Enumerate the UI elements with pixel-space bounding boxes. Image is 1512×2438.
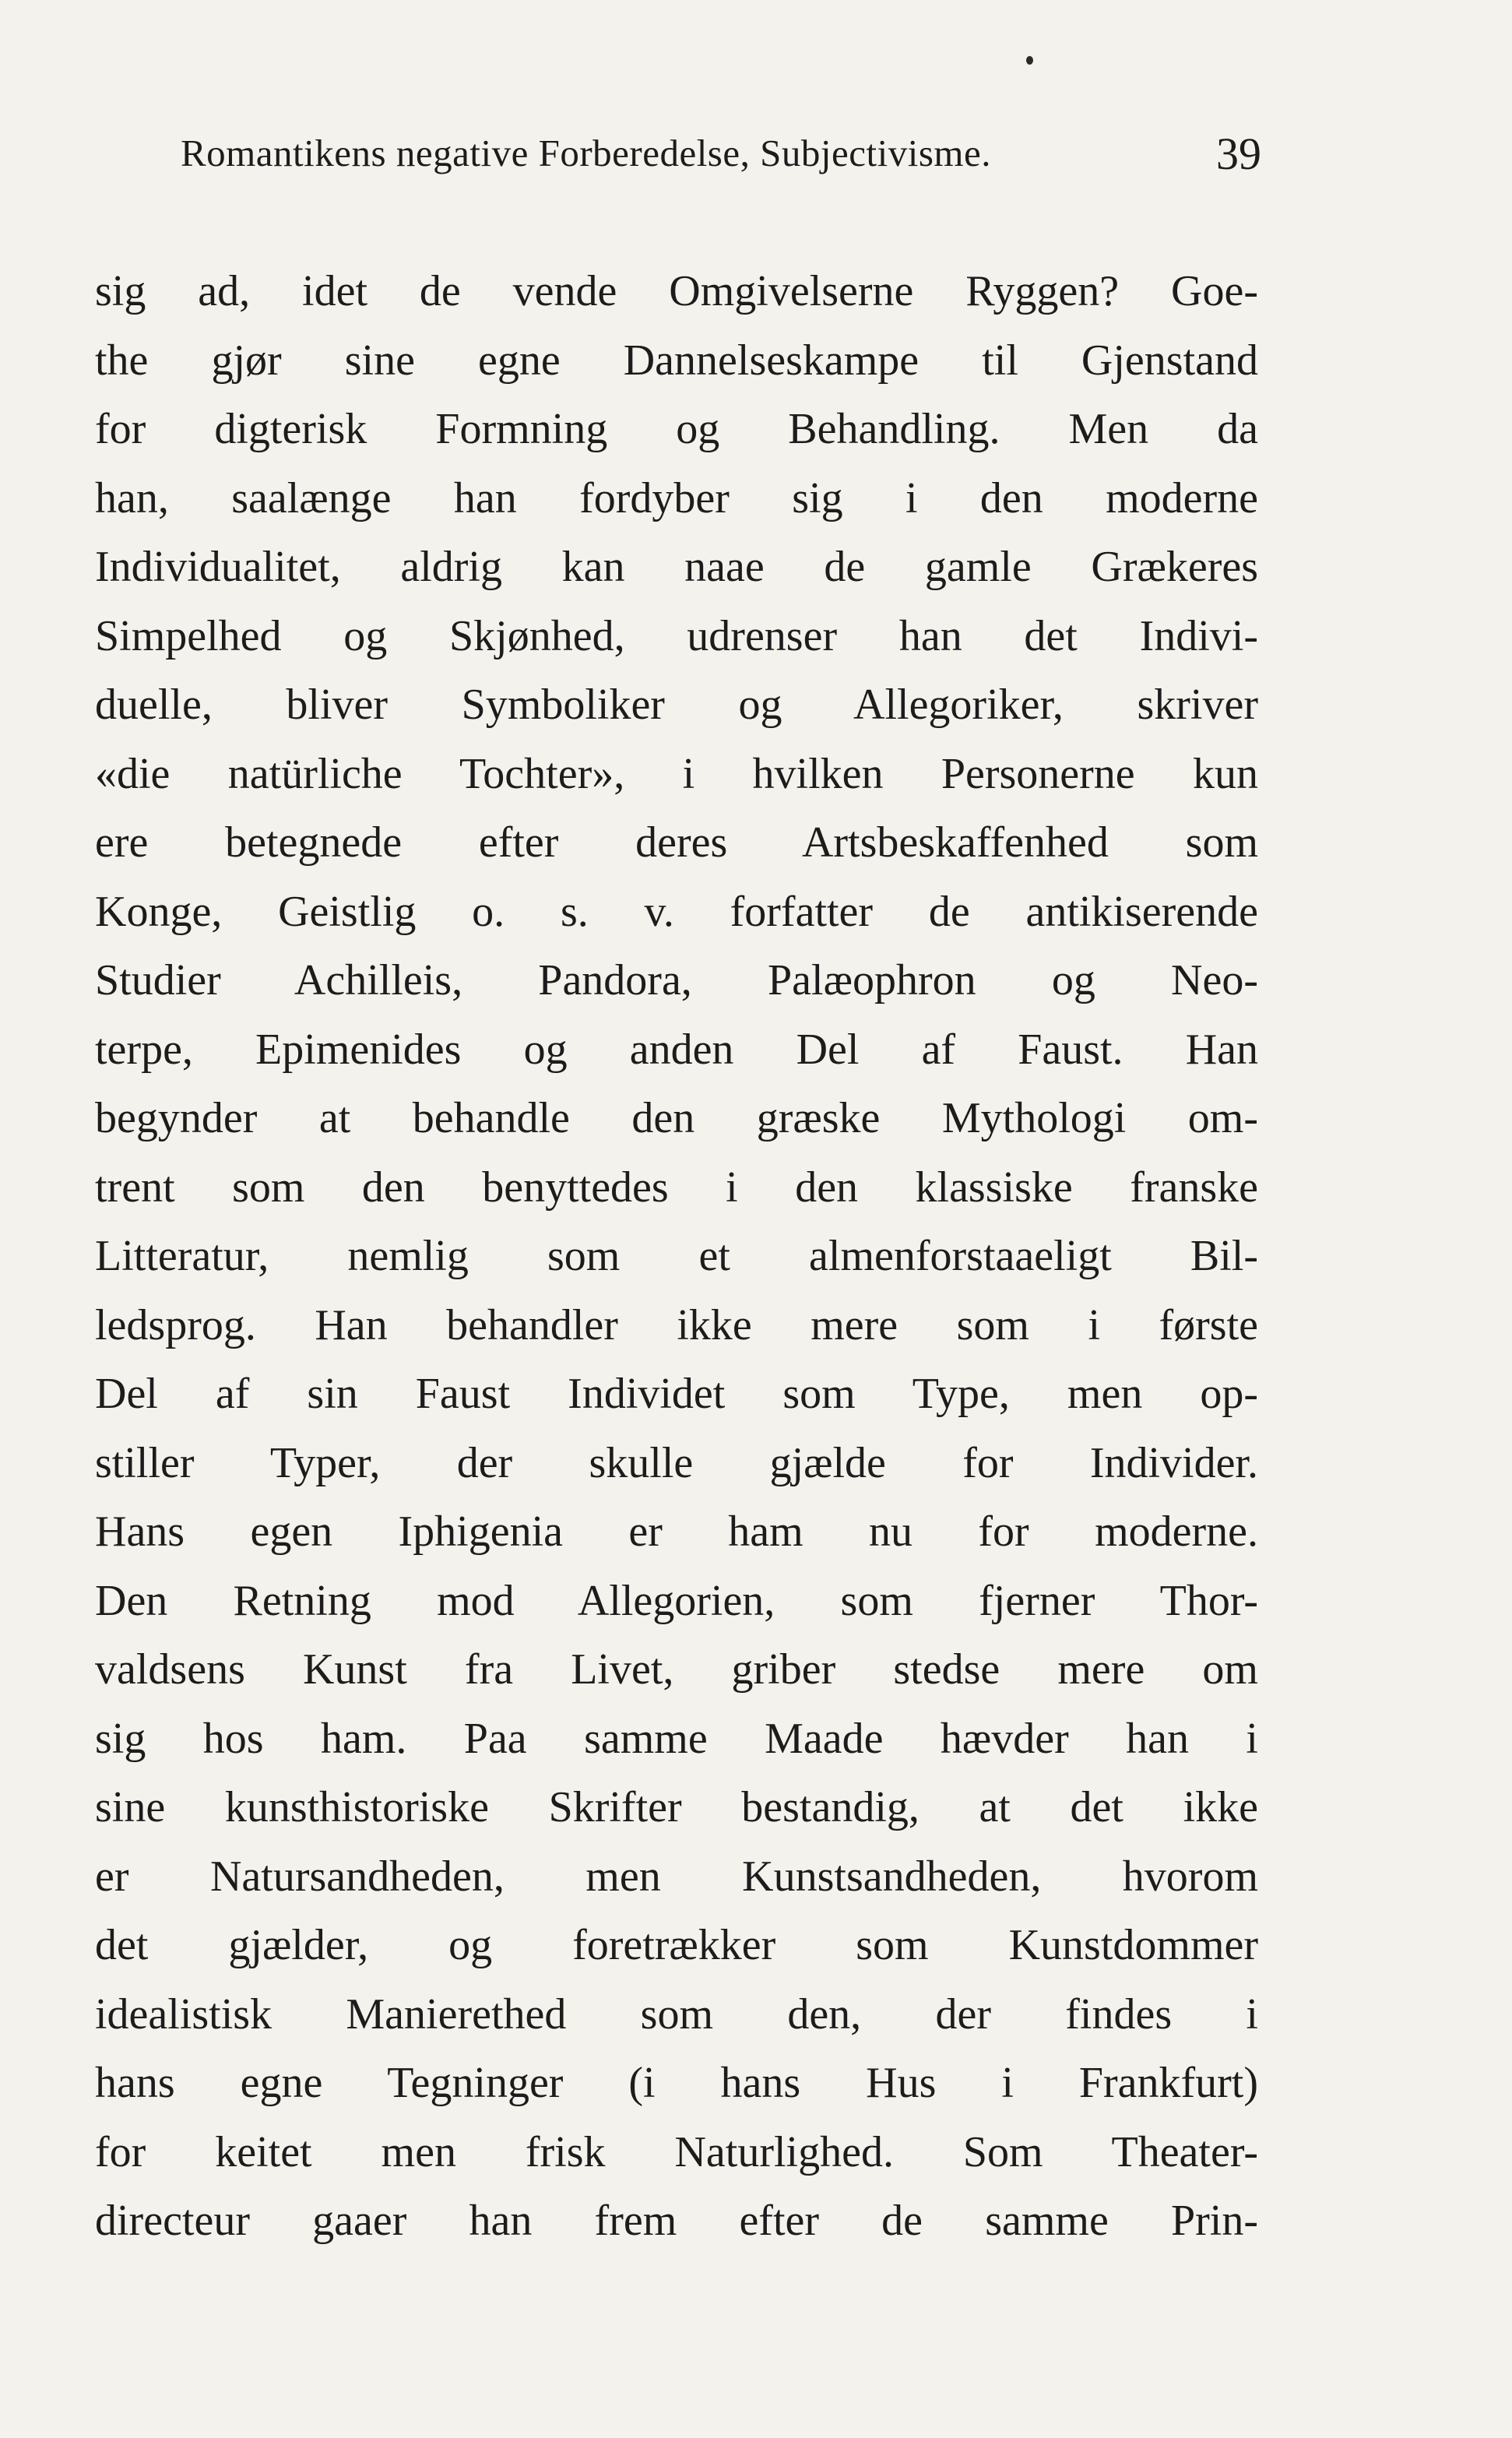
text-line: Litteratur, nemlig som et almenforstaaeligt Bil- [95, 1232, 1258, 1280]
text-line: stiller Typer, der skulle gjælde for Individer. [95, 1438, 1258, 1487]
text-line: «die natürliche Tochter», i hvilken Personerne kun [95, 749, 1258, 798]
text-line: sig hos ham. Paa samme Maade hævder han i [95, 1714, 1258, 1763]
text-line: valdsens Kunst fra Livet, griber stedse mere om [95, 1645, 1258, 1694]
text-line: han, saalænge han fordyber sig i den moderne [95, 473, 1258, 522]
text-line: Konge, Geistlig o. s. v. forfatter de antikiserende [95, 887, 1258, 936]
text-line: er Natursandheden, men Kunstsandheden, hvorom [95, 1852, 1258, 1901]
text-line: directeur gaaer han frem efter de samme Prin- [95, 2197, 1258, 2245]
text-line: terpe, Epimenides og anden Del af Faust. Han [95, 1025, 1258, 1074]
text-line: sine kunsthistoriske Skrifter bestandig, at det ikke [95, 1783, 1258, 1831]
text-line: trent som den benyttedes i den klassiske franske [95, 1163, 1258, 1212]
text-line: ere betegnede efter deres Artsbeskaffenhed som [95, 818, 1258, 867]
text-line: Simpelhed og Skjønhed, udrenser han det Indivi- [95, 611, 1258, 660]
text-line: the gjør sine egne Dannelseskampe til Gjenstand [95, 336, 1258, 385]
text-line: sig ad, idet de vende Omgivelserne Ryggen? Goe- [95, 267, 1258, 315]
body-text [95, 257, 1258, 2256]
text-line: Del af sin Faust Individet som Type, men op- [95, 1370, 1258, 1418]
text-line: det gjælder, og foretrækker som Kunstdommer [95, 1921, 1258, 1969]
page-number: 39 [1216, 128, 1261, 179]
text-line: idealistisk Manierethed som den, der findes i [95, 1989, 1258, 2039]
text-line: for keitet men frisk Naturlighed. Som Theater- [95, 2127, 1258, 2176]
text-line: begynder at behandle den græske Mythologi om- [95, 1094, 1258, 1142]
text-line: Studier Achilleis, Pandora, Palæophron og Neo- [95, 956, 1258, 1004]
text-line: Hans egen Iphigenia er ham nu for moderne. [95, 1507, 1258, 1556]
running-head: Romantikens negative Forberedelse, Subjectivisme. [181, 132, 992, 174]
text-line: ledsprog. Han behandler ikke mere som i første [95, 1300, 1258, 1349]
text-line: Den Retning mod Allegorien, som fjerner Thor- [95, 1576, 1258, 1625]
text-line: for digterisk Formning og Behandling. Men da [95, 405, 1258, 453]
text-line: hans egne Tegninger (i hans Hus i Frankfurt) [95, 2059, 1258, 2107]
page-header [181, 128, 1261, 193]
text-line: duelle, bliver Symboliker og Allegoriker, skriver [95, 681, 1258, 729]
text-line: Individualitet, aldrig kan naae de gamle Grækeres [95, 543, 1258, 591]
print-speck [1026, 56, 1033, 65]
